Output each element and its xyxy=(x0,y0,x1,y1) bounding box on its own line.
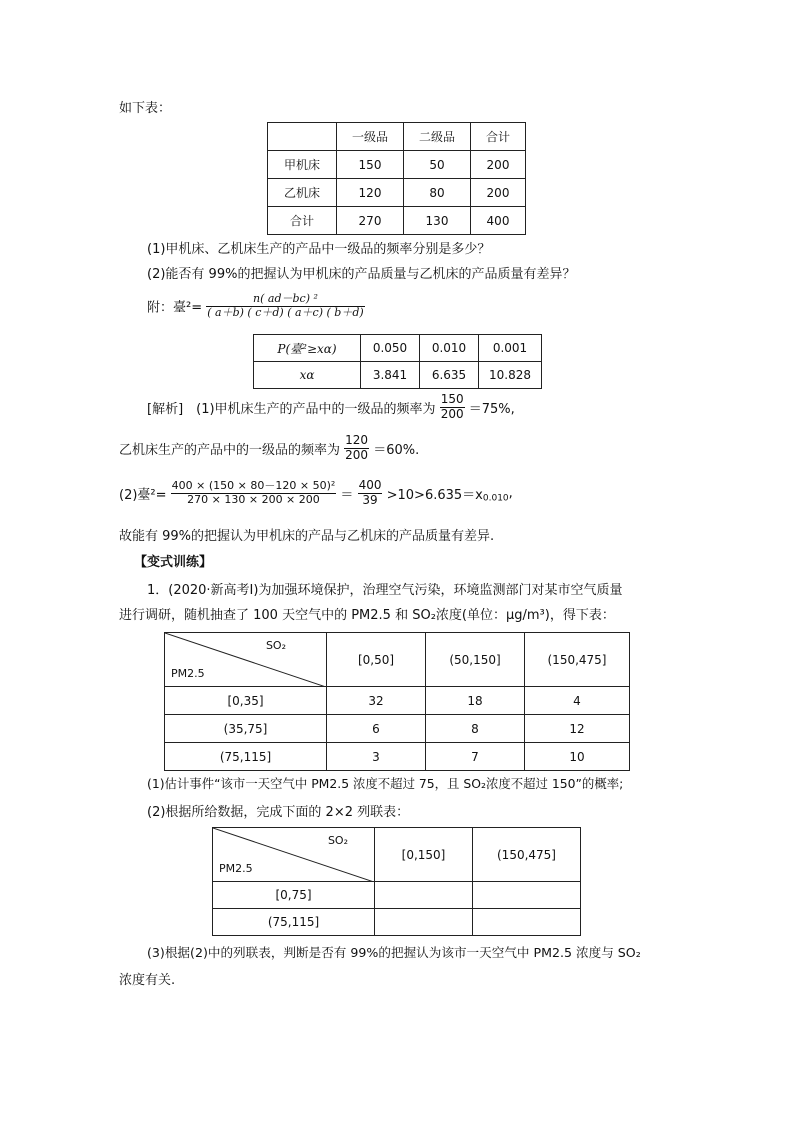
table-cell: 130 xyxy=(404,207,471,235)
fraction xyxy=(344,434,369,463)
table-cell: [0,35] xyxy=(165,687,327,715)
table-cell: 10 xyxy=(525,743,630,771)
table-cell: 120 xyxy=(337,179,404,207)
table-cell: 12 xyxy=(525,715,630,743)
table-cell: 甲机床 xyxy=(268,151,337,179)
empty-cell[interactable] xyxy=(473,882,581,909)
fraction xyxy=(171,480,337,506)
table-cell: 150 xyxy=(337,151,404,179)
table-cell: [0,150] xyxy=(375,828,473,882)
table-cell: 合计 xyxy=(268,207,337,235)
table-cell: (75,115] xyxy=(213,909,375,936)
table-cell: 270 xyxy=(337,207,404,235)
table-cell: 7 xyxy=(426,743,525,771)
table-cell: 4 xyxy=(525,687,630,715)
table-cell: 0.010 xyxy=(420,335,479,362)
table-cell: 3.841 xyxy=(361,362,420,389)
fraction-numerator: 150 xyxy=(440,392,464,406)
problem-1-question-3-line-2: 浓度有关. xyxy=(119,973,176,988)
problem-1-line-2: 进行调研，随机抽查了 100 天空气中的 PM2.5 和 SO₂浓度(单位：μg/m³)，得下表： xyxy=(119,608,615,623)
table-cell: 400 xyxy=(471,207,526,235)
solution-text: >10>6.635＝x xyxy=(386,487,483,503)
diagonal-header-cell xyxy=(165,633,327,687)
contingency-table-2x2 xyxy=(212,827,581,936)
table-cell: 32 xyxy=(327,687,426,715)
table-cell: 一级品 xyxy=(337,123,404,151)
table-row xyxy=(268,179,526,207)
table-cell: 6.635 xyxy=(420,362,479,389)
formula-fraction xyxy=(206,293,364,319)
table-cell: 0.001 xyxy=(479,335,542,362)
table-cell: 80 xyxy=(404,179,471,207)
fraction-denominator: 200 xyxy=(345,447,369,462)
table-row xyxy=(213,909,581,936)
fraction-denominator: 200 xyxy=(440,406,464,421)
table-header-row xyxy=(213,828,581,882)
table-cell: 18 xyxy=(426,687,525,715)
solution-line-2 xyxy=(119,434,419,463)
table-cell: 6 xyxy=(327,715,426,743)
table-cell: (75,115] xyxy=(165,743,327,771)
table-row xyxy=(165,715,630,743)
table-cell: 8 xyxy=(426,715,525,743)
table-cell: 200 xyxy=(471,151,526,179)
solution-text: ＝75%, xyxy=(468,401,515,417)
section-heading: 【变式训练】 xyxy=(134,555,213,570)
table-row xyxy=(268,151,526,179)
table-cell xyxy=(268,123,337,151)
fraction-numerator: 120 xyxy=(345,433,369,447)
question-2: (2)能否有 99%的把握认为甲机床的产品质量与乙机床的产品质量有差异？ xyxy=(147,267,576,282)
table-cell: [0,50] xyxy=(327,633,426,687)
formula-prefix: 附：臺²= xyxy=(147,300,203,316)
fraction-numerator: 400 xyxy=(358,478,382,492)
table-cell: [0,75] xyxy=(213,882,375,909)
corner-bottom-label: PM2.5 xyxy=(219,862,253,875)
solution-text: 乙机床生产的产品中的一级品的频率为 xyxy=(119,442,341,458)
fraction-denominator: 39 xyxy=(362,492,378,507)
table-cell: P(臺²≥xα) xyxy=(254,335,361,362)
machine-quality-table xyxy=(267,122,526,235)
table-header-row xyxy=(165,633,630,687)
table-row xyxy=(254,362,542,389)
empty-cell[interactable] xyxy=(473,909,581,936)
problem-1-question-3-line-1: (3)根据(2)中的列联表，判断是否有 99%的把握认为该市一天空气中 PM2.5 浓度与 SO₂ xyxy=(147,945,641,960)
problem-1-question-2: (2)根据所给数据，完成下面的 2×2 列联表： xyxy=(147,805,410,820)
table-row xyxy=(165,687,630,715)
subscript: 0.010 xyxy=(482,493,509,504)
table-row xyxy=(165,743,630,771)
fraction xyxy=(358,479,383,508)
table-header-row xyxy=(268,123,526,151)
empty-cell[interactable] xyxy=(375,909,473,936)
table-cell: 合计 xyxy=(471,123,526,151)
table-cell: 10.828 xyxy=(479,362,542,389)
corner-top-label: SO₂ xyxy=(265,639,286,652)
formula-numerator: n( ad－bc) ² xyxy=(206,293,364,307)
problem-1-question-1: (1)估计事件“该市一天空气中 PM2.5 浓度不超过 75，且 SO₂浓度不超过 150”的概率; xyxy=(147,776,624,791)
formula-denominator: ( a＋b) ( c＋d) ( a＋c) ( b＋d) xyxy=(207,305,364,319)
table-cell: 3 xyxy=(327,743,426,771)
problem-1-line-1: 1．(2020·新高考Ⅰ)为加强环境保护，治理空气污染，环境监测部门对某市空气质量 xyxy=(147,583,623,598)
fraction xyxy=(440,393,465,422)
fraction-numerator: 400 × (150 × 80－120 × 50)² xyxy=(171,479,336,493)
table-cell: (150,475] xyxy=(473,828,581,882)
table-cell: 50 xyxy=(404,151,471,179)
table-row xyxy=(213,882,581,909)
intro-text: 如下表： xyxy=(119,101,172,116)
table-cell: 二级品 xyxy=(404,123,471,151)
table-row xyxy=(254,335,542,362)
solution-text: , xyxy=(508,485,513,501)
table-cell: 0.050 xyxy=(361,335,420,362)
pm25-so2-table xyxy=(164,632,630,771)
solution-line-3 xyxy=(119,479,513,508)
corner-top-label: SO₂ xyxy=(327,834,348,847)
table-row xyxy=(268,207,526,235)
table-cell: 乙机床 xyxy=(268,179,337,207)
solution-text: (2)臺²= xyxy=(119,487,167,503)
empty-cell[interactable] xyxy=(375,882,473,909)
table-cell: (150,475] xyxy=(525,633,630,687)
critical-value-table xyxy=(253,334,542,389)
table-cell: xα xyxy=(254,362,361,389)
solution-text: ＝60%. xyxy=(373,442,420,458)
table-cell: 200 xyxy=(471,179,526,207)
table-cell: (50,150] xyxy=(426,633,525,687)
chi-square-formula xyxy=(147,293,365,319)
solution-text: ＝ xyxy=(340,487,354,503)
solution-line-1 xyxy=(147,393,515,422)
diagonal-header-cell xyxy=(213,828,375,882)
corner-bottom-label: PM2.5 xyxy=(171,667,205,680)
fraction-denominator: 270 × 130 × 200 × 200 xyxy=(187,492,320,506)
solution-text: [解析] (1)甲机床生产的产品中的一级品的频率为 xyxy=(147,401,436,417)
question-1: (1)甲机床、乙机床生产的产品中一级品的频率分别是多少？ xyxy=(147,242,491,257)
table-cell: (35,75] xyxy=(165,715,327,743)
solution-conclusion: 故能有 99%的把握认为甲机床的产品与乙机床的产品质量有差异. xyxy=(119,529,495,544)
